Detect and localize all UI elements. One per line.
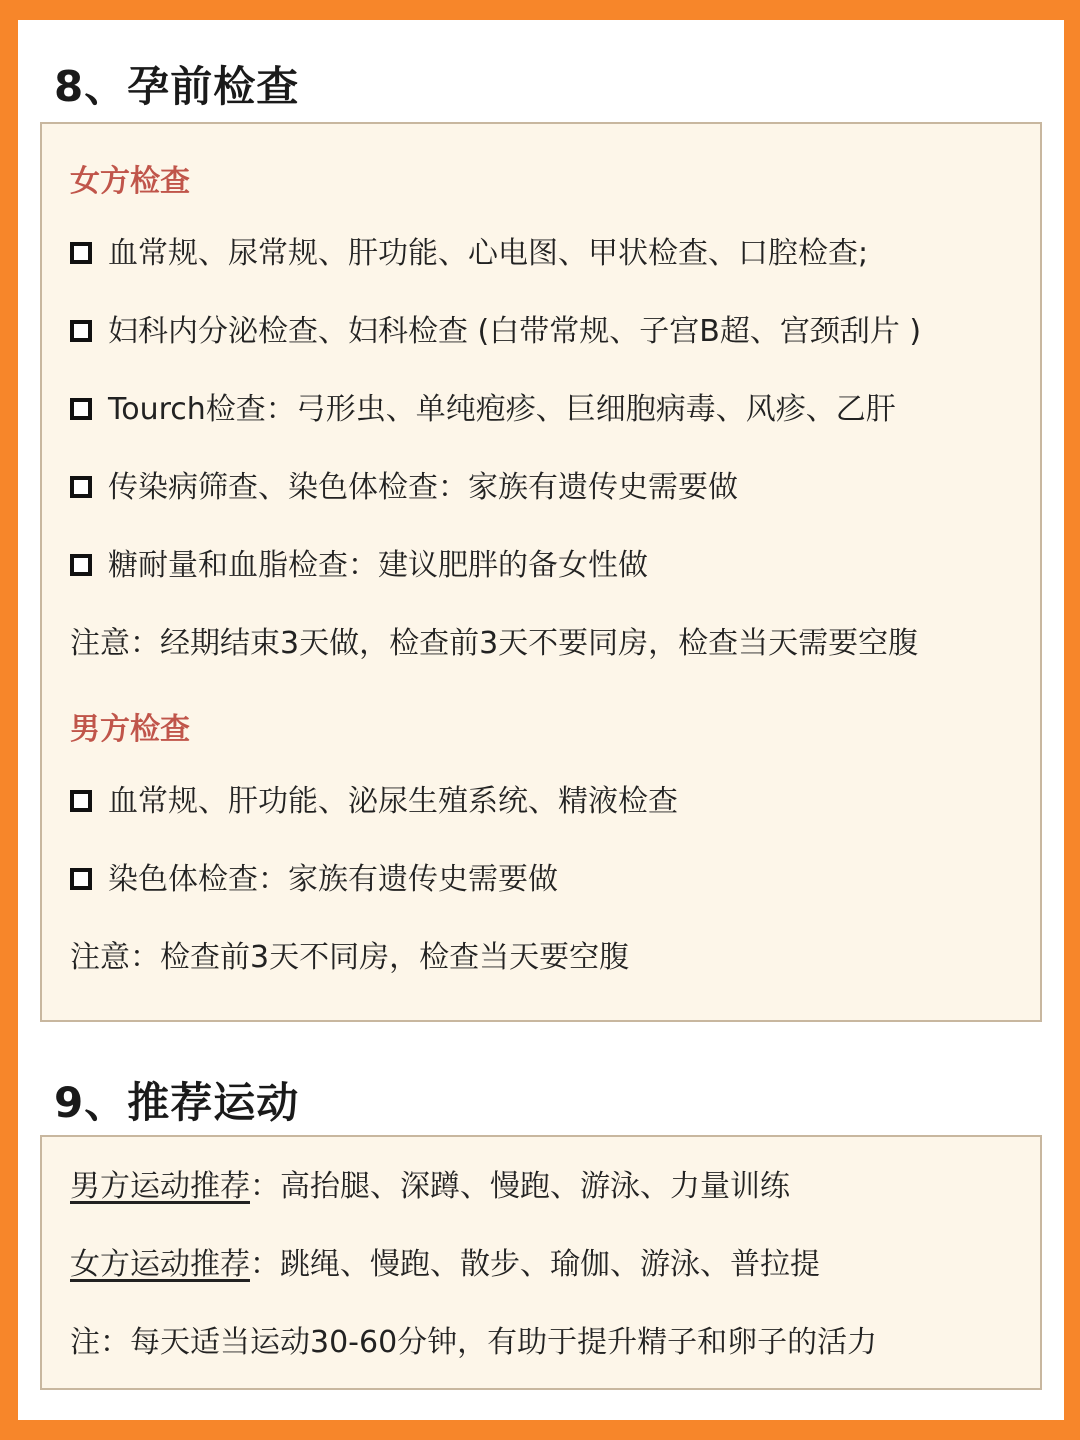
checkbox-icon xyxy=(70,398,92,420)
pre-pregnancy-exam-box xyxy=(40,122,1042,1022)
male-item-1: 血常规、肝功能、泌尿生殖系统、精液检查 xyxy=(70,782,678,822)
female-exercise-line: 女方运动推荐：跳绳、慢跑、散步、瑜伽、游泳、普拉提 xyxy=(70,1247,820,1282)
male-note: 注意：检查前3天不同房，检查当天要空腹 xyxy=(70,940,630,975)
section-8-title: 8、孕前检查 xyxy=(54,62,300,111)
checkbox-icon xyxy=(70,868,92,890)
female-item-5: 糖耐量和血脂检查：建议肥胖的备女性做 xyxy=(70,546,648,586)
female-item-3: Tourch检查：弓形虫、单纯疱疹、巨细胞病毒、风疹、乙肝 xyxy=(70,390,896,430)
female-exercise-label: 女方运动推荐 xyxy=(70,1247,250,1282)
male-exercise-line: 男方运动推荐：高抬腿、深蹲、慢跑、游泳、力量训练 xyxy=(70,1169,790,1204)
checkbox-icon xyxy=(70,554,92,576)
exercise-box xyxy=(40,1135,1042,1390)
male-exam-heading: 男方检查 xyxy=(70,712,190,747)
female-note: 注意：经期结束3天做，检查前3天不要同房，检查当天需要空腹 xyxy=(70,626,919,661)
female-item-1: 血常规、尿常规、肝功能、心电图、甲状检查、口腔检查; xyxy=(70,234,868,274)
checkbox-icon xyxy=(70,790,92,812)
male-exercise-label: 男方运动推荐 xyxy=(70,1169,250,1204)
section-9-title: 9、推荐运动 xyxy=(54,1078,300,1127)
female-item-2: 妇科内分泌检查、妇科检查 (白带常规、子宫B超、宫颈刮片 ) xyxy=(70,312,921,352)
exercise-note: 注：每天适当运动30-60分钟，有助于提升精子和卵子的活力 xyxy=(70,1325,878,1360)
checkbox-icon xyxy=(70,476,92,498)
female-item-4: 传染病筛查、染色体检查：家族有遗传史需要做 xyxy=(70,468,738,508)
male-item-2: 染色体检查：家族有遗传史需要做 xyxy=(70,860,558,900)
checkbox-icon xyxy=(70,242,92,264)
checkbox-icon xyxy=(70,320,92,342)
female-exam-heading: 女方检查 xyxy=(70,164,190,199)
page xyxy=(18,20,1064,1420)
